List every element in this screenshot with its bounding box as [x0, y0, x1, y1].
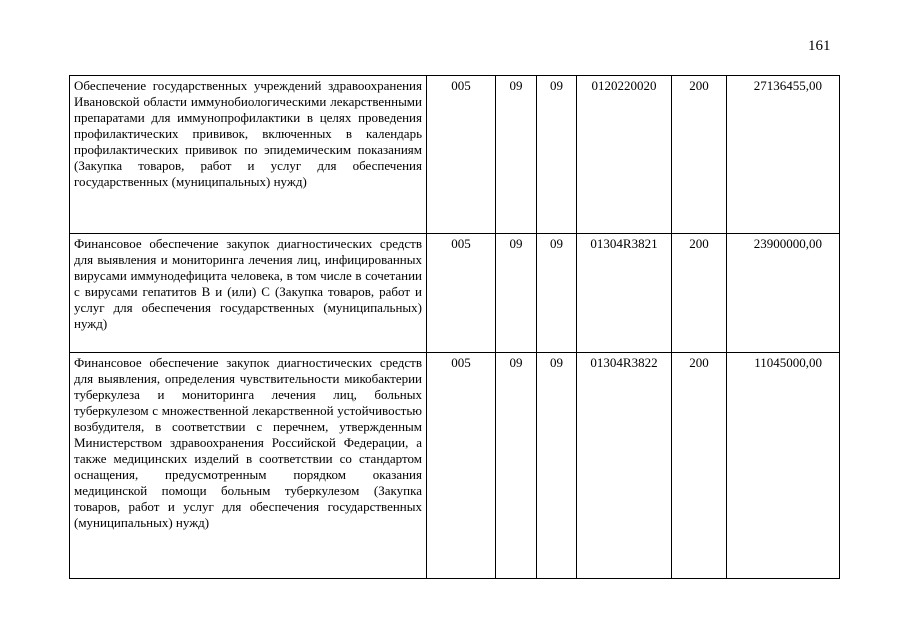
- target-article-code: 01304R3822: [577, 353, 672, 579]
- table-row: [70, 234, 840, 353]
- page-number: 161: [808, 38, 831, 54]
- subsection-code: 09: [537, 353, 577, 579]
- section-code: 09: [496, 353, 537, 579]
- target-article-code: 0120220020: [577, 76, 672, 234]
- budget-table: [69, 75, 840, 579]
- subsection-code: 09: [537, 234, 577, 353]
- amount-value: 23900000,00: [727, 234, 840, 353]
- amount-value: 27136455,00: [727, 76, 840, 234]
- section-code: 09: [496, 234, 537, 353]
- row-description: Обеспечение государственных учреждений здравоохранения Ивановской области иммунобиологическими лекарственными препаратами для иммунопрофилактики в целях проведения профилактических прививок, включенных в календарь профилактических прививок по эпидемическим показаниям (Закупка товаров, работ и услуг для обеспечения государственных (муниципальных) нужд): [70, 76, 427, 234]
- expense-type-code: 200: [672, 353, 727, 579]
- row-description: Финансовое обеспечение закупок диагностических средств для выявления, определения чувствительности микобактерии туберкулеза и мониторинга лечения лиц, больных туберкулезом с множественной лекарственной устойчивостью возбудителя, в соответствии с перечнем, утвержденным Министерством здравоохранения Российской Федерации, а также медицинских изделий в соответствии со стандартом оснащения, предусмотренным порядком оказания медицинской помощи больным туберкулезом (Закупка товаров, работ и услуг для обеспечения государственных (муниципальных) нужд): [70, 353, 427, 579]
- ministry-code: 005: [427, 76, 496, 234]
- target-article-code: 01304R3821: [577, 234, 672, 353]
- row-description: Финансовое обеспечение закупок диагностических средств для выявления и мониторинга лечения лиц, инфицированных вирусами иммунодефицита человека, в том числе в сочетании с вирусами гепатитов В и (или) С (Закупка товаров, работ и услуг для обеспечения государственных (муниципальных) нужд): [70, 234, 427, 353]
- ministry-code: 005: [427, 353, 496, 579]
- expense-type-code: 200: [672, 234, 727, 353]
- expense-type-code: 200: [672, 76, 727, 234]
- subsection-code: 09: [537, 76, 577, 234]
- ministry-code: 005: [427, 234, 496, 353]
- table-row: [70, 76, 840, 234]
- table-row: [70, 353, 840, 579]
- amount-value: 11045000,00: [727, 353, 840, 579]
- section-code: 09: [496, 76, 537, 234]
